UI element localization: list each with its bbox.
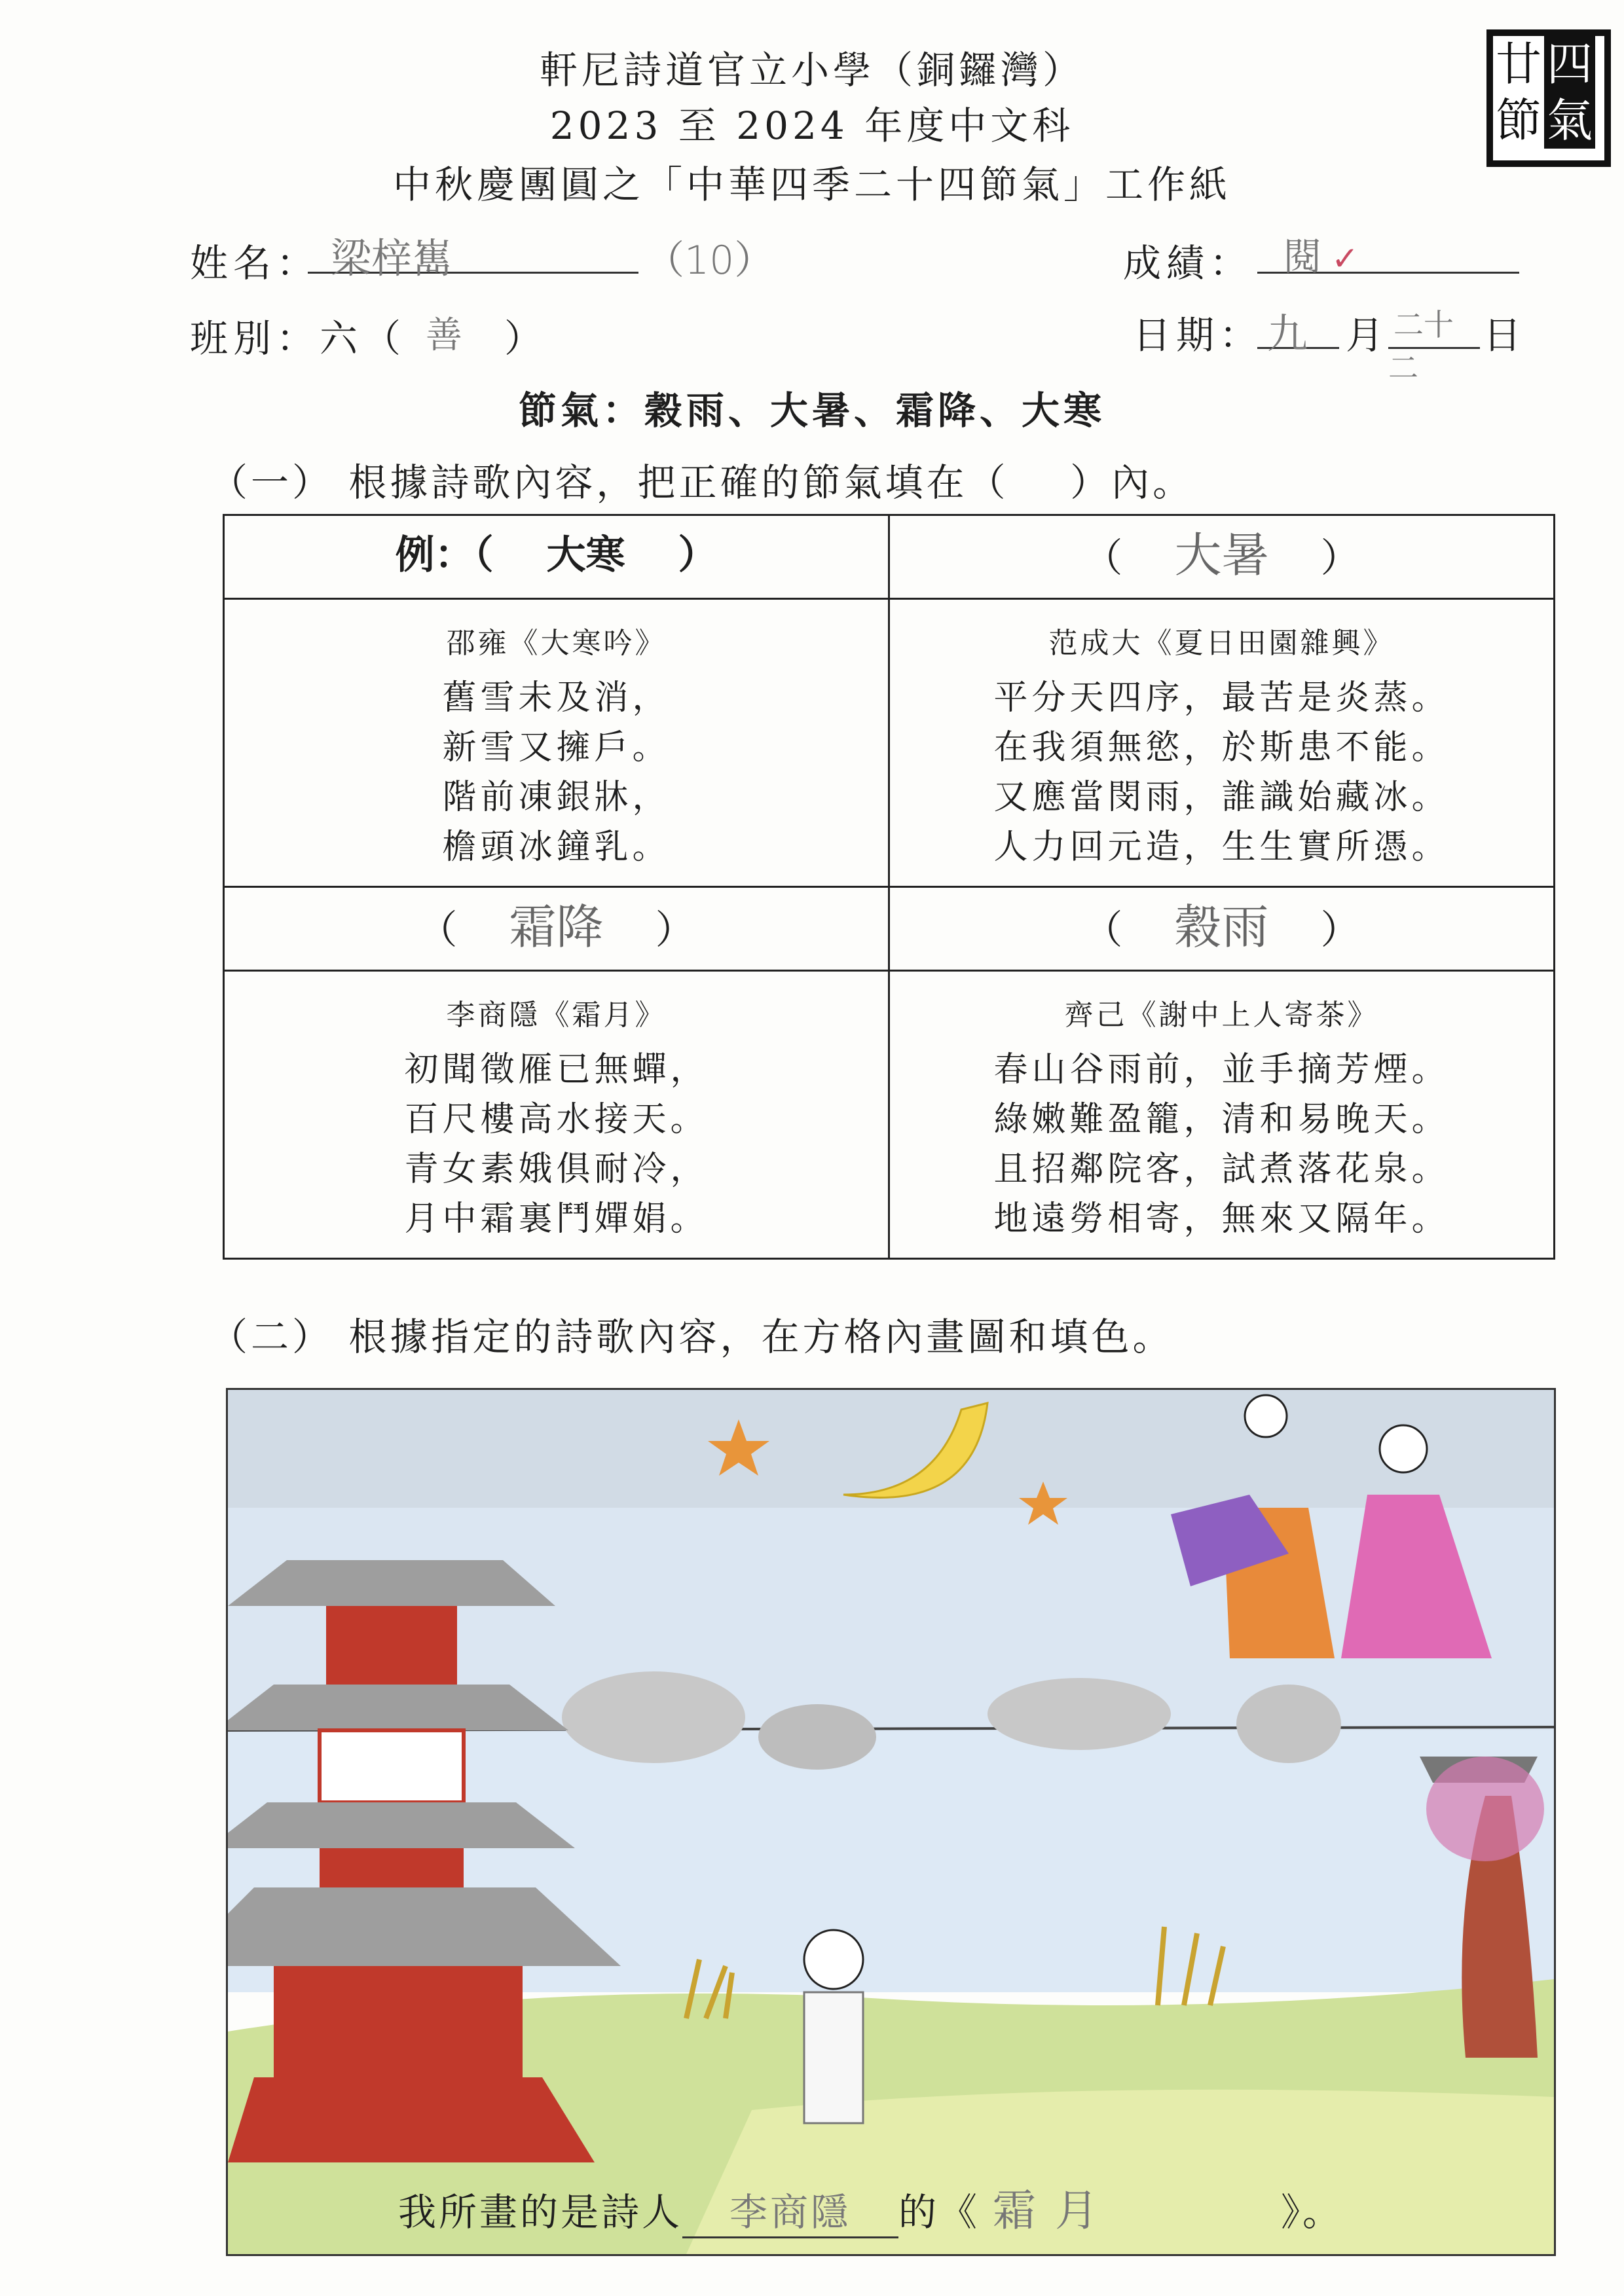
name-label: 姓名：	[190, 241, 320, 285]
cloud-1	[562, 1671, 745, 1763]
poem-title-1: 邵雍《大寒吟》	[446, 627, 667, 660]
seal-char-2: 四	[1544, 36, 1595, 92]
caption-suffix: 》。	[1281, 2190, 1344, 2234]
poem-4-line-3: 且招鄰院客，試煮落花泉。	[993, 1150, 1450, 1189]
section1-instruction: （一） 根據詩歌內容，把正確的節氣填在（ ）內。	[210, 460, 1194, 505]
poem-3-line-3: 青女素娥俱耐冷，	[404, 1150, 709, 1189]
seal-char-1: 廿	[1493, 36, 1544, 92]
pagoda-tier-2	[320, 1730, 464, 1802]
date-day-value: 二十二	[1388, 307, 1454, 386]
pagoda-roof-3	[228, 1802, 575, 1848]
goddess-2-head	[1380, 1425, 1427, 1472]
paren-close: ）	[655, 907, 695, 953]
name-value: 梁梓嶲	[331, 234, 453, 282]
class-value: 善	[426, 314, 462, 357]
pagoda-tier-3	[320, 1848, 464, 1887]
answer-cell-2[interactable]	[889, 515, 1555, 599]
worksheet-title: 中秋慶團圓之「中華四季二十四節氣」工作紙	[392, 162, 1231, 207]
tree-blossoms	[1426, 1757, 1544, 1861]
class-label: 班別：六（	[190, 316, 407, 361]
paren-close: ）	[1320, 907, 1360, 953]
date-month-field[interactable]	[1257, 301, 1339, 357]
drawing-caption	[398, 2176, 1343, 2238]
example-answer-cell	[224, 515, 889, 599]
seal-char-3: 節	[1493, 92, 1544, 149]
poem-cell-2	[889, 599, 1555, 887]
cloud-3	[987, 1678, 1171, 1750]
solar-terms-seal	[1486, 29, 1611, 167]
goddess-1-head	[1245, 1395, 1287, 1437]
paren-open: （	[418, 907, 458, 953]
caption-poet-field[interactable]	[682, 2181, 898, 2238]
poem-3-line-2: 百尺樓高水接天。	[404, 1100, 709, 1139]
class-close: ）	[504, 316, 548, 361]
answer-2: 大暑	[1174, 528, 1269, 583]
poem-4-line-1: 春山谷雨前，並手摘芳煙。	[993, 1050, 1450, 1089]
caption-mid: 的《	[898, 2190, 980, 2234]
answer-cell-4[interactable]	[889, 887, 1555, 971]
score-field[interactable]	[1257, 226, 1519, 279]
poem-title-3: 李商隱《霜月》	[446, 998, 667, 1032]
poem-2-line-1: 平分天四序，最苦是炎蒸。	[993, 678, 1450, 718]
poem-2-line-4: 人力回元造，生生實所憑。	[993, 828, 1450, 867]
poem-3-line-4: 月中霜裏鬥嬋娟。	[404, 1199, 709, 1239]
poem-2-line-2: 在我須無慾，於斯患不能。	[993, 728, 1450, 767]
date-label: 日期：	[1133, 313, 1263, 357]
cloud-2	[758, 1704, 876, 1770]
poem-1-line-1: 舊雪未及消，	[442, 678, 671, 718]
score-value: 閱	[1283, 234, 1322, 279]
caption-prefix: 我所畫的是詩人	[398, 2190, 683, 2234]
example-close: ）	[678, 532, 718, 578]
poem-title-2: 范成大《夏日田園雜興》	[1048, 627, 1395, 660]
score-label: 成績：	[1123, 241, 1253, 285]
poem-1-line-2: 新雪又擁戶。	[442, 728, 671, 767]
date-day-label: 日	[1483, 313, 1527, 357]
poem-table	[223, 514, 1555, 1260]
poem-2-line-3: 又應當閔雨，誰識始藏冰。	[993, 778, 1450, 817]
poem-1-line-4: 檐頭冰鐘乳。	[442, 828, 671, 867]
student-number: （10）	[645, 238, 774, 283]
poem-4-line-4: 地遠勞相寄，無來又隔年。	[993, 1199, 1450, 1239]
paren-open: （	[1083, 907, 1123, 953]
pagoda-base-hall	[274, 1966, 523, 2077]
cloud-4	[1236, 1685, 1341, 1763]
school-name: 軒尼詩道官立小學（銅鑼灣）	[539, 48, 1084, 92]
seal-char-4: 氣	[1544, 92, 1595, 149]
poem-title-4: 齊己《謝中上人寄茶》	[1064, 998, 1379, 1032]
example-answer: 大寒	[546, 532, 625, 578]
caption-poet: 李商隱	[729, 2190, 852, 2234]
school-year: 2023 至 2024 年度中文科	[549, 103, 1075, 148]
answer-cell-3[interactable]	[224, 887, 889, 971]
section2-instruction: （二） 根據指定的詩歌內容，在方格內畫圖和填色。	[210, 1315, 1174, 1359]
pagoda-platform	[228, 2077, 595, 2162]
solar-terms-topic: 節氣：穀雨、大暑、霜降、大寒	[518, 388, 1105, 433]
paren-close: ）	[1320, 536, 1360, 581]
poem-cell-3	[224, 971, 889, 1259]
poem-3-line-1: 初聞徵雁已無蟬，	[404, 1050, 709, 1089]
poem-cell-4	[889, 971, 1555, 1259]
paren-open: （	[1083, 536, 1123, 581]
date-day-field[interactable]	[1388, 301, 1480, 386]
drawing-box[interactable]	[226, 1388, 1556, 2256]
poem-1-line-3: 階前凍銀牀，	[442, 778, 671, 817]
pagoda-tier-1	[326, 1606, 457, 1685]
poem-cell-1	[224, 599, 889, 887]
name-field[interactable]	[308, 226, 638, 282]
student-drawing	[228, 1390, 1554, 2254]
caption-poem: 霜 月	[993, 2185, 1101, 2236]
example-label: 例：（	[395, 532, 494, 578]
poet-head	[804, 1930, 863, 1989]
pagoda-roof-2	[228, 1685, 568, 1730]
poet-robe	[804, 1992, 863, 2123]
poem-4-line-2: 綠嫩難盈籠，清和易晚天。	[993, 1100, 1450, 1139]
date-month-label: 月	[1346, 313, 1390, 357]
score-mark: ✓	[1331, 240, 1359, 278]
date-month-value: 九	[1267, 310, 1308, 357]
answer-4: 穀雨	[1174, 900, 1269, 955]
answer-3: 霜降	[509, 900, 604, 955]
